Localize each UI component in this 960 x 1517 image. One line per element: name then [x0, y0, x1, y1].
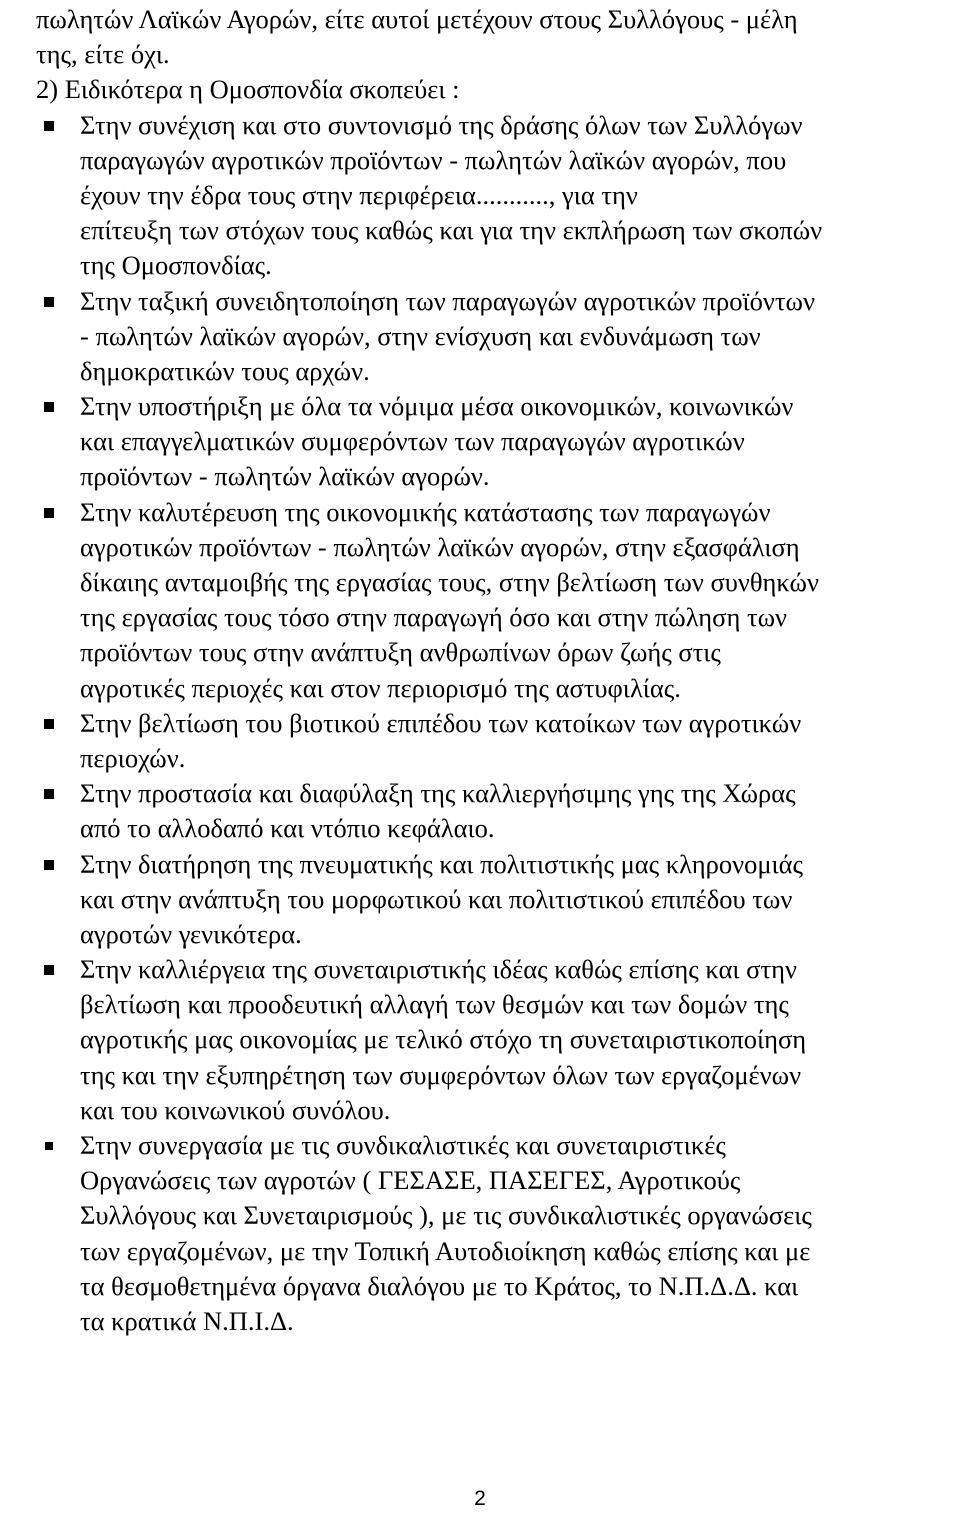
- text-line: παραγωγών αγροτικών προϊόντων - πωλητών λαϊκών αγορών, που: [80, 144, 787, 175]
- text-line: Στην καλυτέρευση της οικονομικής κατάστασης των παραγωγών: [80, 496, 771, 527]
- bullet-item-6: [36, 776, 952, 846]
- text-line: προϊόντων - πωλητών λαϊκών αγορών.: [80, 461, 490, 492]
- text-line: και επαγγελματικών συμφερόντων των παραγωγών αγροτικών: [80, 426, 745, 457]
- text-line: Στην προστασία και διαφύλαξη της καλλιεργήσιμης γης της Χώρας: [80, 778, 796, 809]
- page-number: 2: [474, 1487, 486, 1510]
- bullet-item-4: [36, 495, 952, 706]
- bullet-item-8: [36, 952, 952, 1128]
- intro-paragraph: [36, 2, 952, 108]
- text-line: και στην ανάπτυξη του μορφωτικού και πολιτιστικού επιπέδου των: [80, 883, 793, 914]
- text-line: - πωλητών λαϊκών αγορών, στην ενίσχυση και ενδυνάμωση των: [80, 320, 761, 351]
- bullet-item-9: [36, 1128, 952, 1339]
- square-bullet-icon: [44, 508, 54, 518]
- square-bullet-icon: [44, 860, 54, 870]
- text-line: αγροτικής μας οικονομίας με τελικό στόχο τη συνεταιριστικοποίηση: [80, 1024, 807, 1055]
- text-line: Στην διατήρηση της πνευματικής και πολιτιστικής μας κληρονομιάς: [80, 848, 804, 879]
- square-bullet-icon: [45, 1142, 53, 1150]
- text-line: της Ομοσπονδίας.: [80, 250, 272, 281]
- text-line: αγροτικές περιοχές και στον περιορισμό της αστυφιλίας.: [80, 672, 681, 703]
- square-bullet-icon: [44, 297, 54, 307]
- text-line: από το αλλοδαπό και ντόπιο κεφάλαιο.: [80, 813, 495, 844]
- text-line: της εργασίας τους τόσο στην παραγωγή όσο και στην πώληση των: [80, 602, 788, 633]
- bullet-item-3: [36, 389, 952, 495]
- text-line: πωλητών Λαϊκών Αγορών, είτε αυτοί μετέχουν στους Συλλόγους - μέλη: [36, 4, 798, 34]
- bullet-item-5: [36, 706, 952, 776]
- document-body: [36, 2, 952, 1339]
- text-line: έχουν την έδρα τους στην περιφέρεια..........., για την: [80, 179, 638, 210]
- text-line: Στην συνεργασία με τις συνδικαλιστικές και συνεταιριστικές: [80, 1130, 726, 1160]
- text-line: Οργανώσεις των αγροτών ( ΓΕΣΑΣΕ, ΠΑΣΕΓΕΣ, Αγροτικούς: [80, 1165, 741, 1196]
- bullet-item-1: [36, 108, 952, 284]
- text-line: τα κρατικά Ν.Π.Ι.Δ.: [80, 1305, 294, 1336]
- square-bullet-icon: [44, 719, 54, 729]
- bullet-item-2: [36, 284, 952, 390]
- text-line: προϊόντων τους στην ανάπτυξη ανθρωπίνων όρων ζωής στις: [80, 637, 721, 668]
- square-bullet-icon: [44, 121, 54, 131]
- text-line: Στην συνέχιση και στο συντονισμό της δράσης όλων των Συλλόγων: [80, 109, 803, 140]
- text-line: των εργαζομένων, με την Τοπική Αυτοδιοίκηση καθώς επίσης και με: [80, 1235, 811, 1266]
- text-line: περιοχών.: [80, 742, 186, 773]
- bullet-item-7: [36, 847, 952, 953]
- text-line: Στην ταξική συνειδητοποίηση των παραγωγών αγροτικών προϊόντων: [80, 285, 815, 316]
- square-bullet-icon: [44, 789, 54, 799]
- text-line: δίκαιης ανταμοιβής της εργασίας τους, στην βελτίωση των συνθηκών: [80, 567, 819, 597]
- text-line: της, είτε όχι.: [36, 39, 170, 70]
- text-line: αγροτών γενικότερα.: [80, 918, 302, 949]
- text-line: 2) Ειδικότερα η Ομοσπονδία σκοπεύει :: [36, 74, 460, 105]
- text-line: Συλλόγους και Συνεταιρισμούς ), με τις συνδικαλιστικές οργανώσεις: [80, 1200, 812, 1231]
- text-line: επίτευξη των στόχων τους καθώς και για την εκπλήρωση των σκοπών: [80, 215, 823, 246]
- text-line: Στην υποστήριξη με όλα τα νόμιμα μέσα οικονομικών, κοινωνικών: [80, 391, 794, 422]
- text-line: Στην καλλιέργεια της συνεταιριστικής ιδέας καθώς επίσης και στην: [80, 954, 797, 985]
- text-line: Στην βελτίωση του βιοτικού επιπέδου των κατοίκων των αγροτικών: [80, 707, 802, 738]
- text-line: τα θεσμοθετημένα όργανα διαλόγου με το Κράτος, το Ν.Π.Δ.Δ. και: [80, 1270, 799, 1301]
- square-bullet-icon: [44, 402, 54, 412]
- text-line: αγροτικών προϊόντων - πωλητών λαϊκών αγορών, στην εξασφάλιση: [80, 531, 800, 562]
- text-line: και του κοινωνικού συνόλου.: [80, 1094, 391, 1125]
- text-line: της και την εξυπηρέτηση των συμφερόντων όλων των εργαζομένων: [80, 1059, 802, 1090]
- square-bullet-icon: [44, 965, 54, 975]
- text-line: βελτίωση και προοδευτική αλλαγή των θεσμών και των δομών της: [80, 989, 789, 1020]
- text-line: δημοκρατικών τους αρχών.: [80, 355, 370, 386]
